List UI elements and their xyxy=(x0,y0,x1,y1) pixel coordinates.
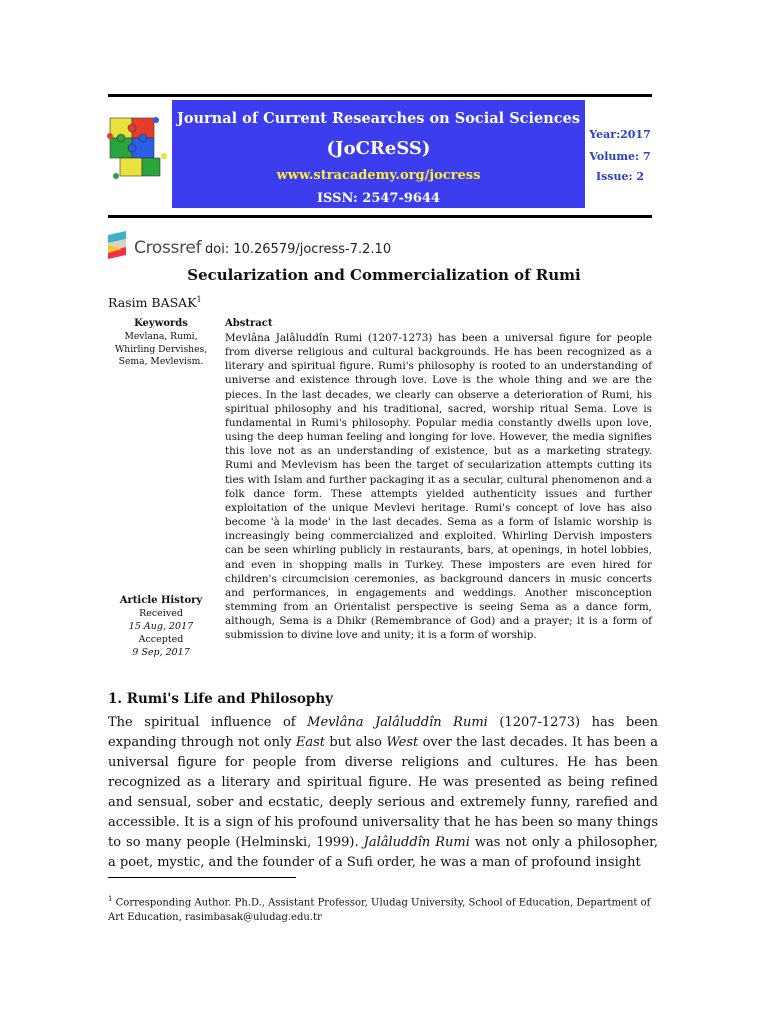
body-text-run: over the last decades. It has been a universal figure for people from diverse religions and cultures. He has been recognized as a literary and spiritual figure. He was presented as being refined and sensual, sober and ecstatic, deeply serious and extremely funny, rarefied and accessible. It is a sign of his profound universality that he has been so many things to so many people (Helminski, 1999). xyxy=(108,735,658,850)
body-paragraph xyxy=(108,713,658,873)
header-bottom-rule xyxy=(108,215,652,218)
author-footnote-mark: 1 xyxy=(196,295,202,304)
crossref-icon xyxy=(108,231,130,261)
footnote xyxy=(108,892,660,925)
author-text: Rasim BASAK xyxy=(108,295,197,311)
journal-year: Year:2017 xyxy=(589,128,651,141)
section-heading: 1. Rumi's Life and Philosophy xyxy=(108,691,334,707)
received-label: Received xyxy=(139,608,183,619)
accepted-date: 9 Sep, 2017 xyxy=(132,647,190,658)
abstract-heading: Abstract xyxy=(225,318,273,329)
journal-title: Journal of Current Researches on Social Sciences xyxy=(176,110,581,127)
journal-issn: ISSN: 2547-9644 xyxy=(316,191,441,206)
journal-issue: Issue: 2 xyxy=(595,170,645,183)
body-text-run: was not only a philosopher, a poet, mystic, and the founder of a Sufi order, he was a man of profound insight xyxy=(108,835,658,870)
abstract-text: Mevlâna Jalâluddîn Rumi (1207-1273) has been a universal figure for people from diverse religious and cultural backgrounds. He has been recognized as a literary and spiritual figure. Rumi's philosophy is rooted to an understanding of universe and existence through love. Love is the whole thing and we are the pieces. In the last decades, we clearly can observe a deterioration of Rumi, his spiritual philosophy and his traditional, sacred, worship ritual Sema. Love is fundamental in Rumi's philosophy. Popular media constantly dwells upon love, using the deep human feeling and longing for love. However, the media signifies this love not as an understanding of existence, but as a marketing strategy. Rumi and Mevlevism has been the target of secularization attempts cutting its ties with Islam and further packaging it as a secular, cultural phenomenon and a folk dance form. These attempts yielded authenticity issues and further exploitation of the unique Mevlevi heritage. Rumi's concept of love has also become 'à la mode' in the last decades. Sema as a form of Islamic worship is increasingly being commercialized and exploited. Whirling Dervish imposters can be seen whirling publicly in restaurants, bars, at openings, in hotel lobbies, and even in shopping malls in Turkey. These imposters are even hired for children's circumcision ceremonies, as background dancers in music concerts and performances, in engagements and weddings. Another misconception stemming from an Orientalist perspective is seeing Sema as a dance form, although, Sema is a Dhikr (Remembrance of God) and a prayer; it is a form of submission to divine love and unity; it is a form of worship. xyxy=(225,332,652,642)
body-italic-run: Jalâluddîn Rumi xyxy=(363,835,470,850)
footnote-text: Corresponding Author. Ph.D., Assistant Professor, Uludag University, School of Education, Department of Art Education, rasimbasak@uludag.edu.tr xyxy=(108,897,651,924)
body-italic-run: West xyxy=(386,735,419,750)
body-text-run: The spiritual influence of xyxy=(108,715,308,730)
crossref-wordmark: Crossref xyxy=(134,238,202,258)
paper-title: Secularization and Commercialization of Rumi xyxy=(187,266,581,284)
keywords-text: Mevlana, Rumi, Whirling Dervishes, Sema, Mevlevism. xyxy=(114,331,208,367)
journal-volume: Volume: 7 xyxy=(589,150,651,163)
journal-url-link[interactable]: www.stracademy.org/jocress xyxy=(276,168,481,183)
body-italic-run: East xyxy=(295,735,325,750)
body-italic-run: Mevlâna Jalâluddîn Rumi xyxy=(307,715,488,730)
body-text-run: but also xyxy=(324,735,387,750)
received-date: 15 Aug, 2017 xyxy=(128,621,194,632)
article-history-heading: Article History xyxy=(119,595,203,606)
journal-banner xyxy=(172,100,585,208)
footnote-rule xyxy=(108,877,296,878)
author-name xyxy=(108,295,202,310)
keywords-heading: Keywords xyxy=(134,318,188,329)
doi-link[interactable]: doi: 10.26579/jocress-7.2.10 xyxy=(205,242,392,257)
accepted-label: Accepted xyxy=(138,634,184,645)
puzzle-people-logo xyxy=(106,112,172,184)
header-top-rule xyxy=(108,94,652,97)
journal-abbreviation: (JoCReSS) xyxy=(326,138,431,159)
footnote-mark: 1 xyxy=(108,895,113,903)
body-text-run: (1207-1273) has been expanding through not only xyxy=(108,715,659,750)
